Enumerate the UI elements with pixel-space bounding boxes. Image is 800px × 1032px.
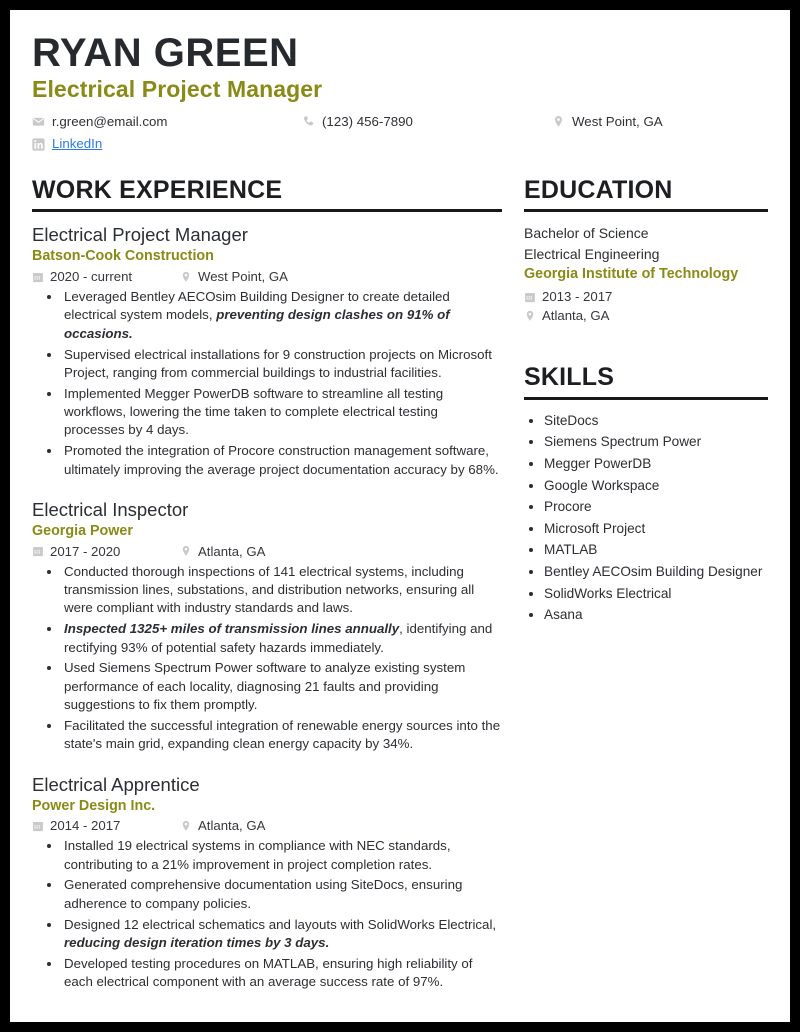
education-heading: EDUCATION <box>524 175 673 204</box>
calendar-icon <box>32 545 44 557</box>
skill-item: • SiteDocs <box>544 411 768 431</box>
work-bullet: • Generated comprehensive documentation using SiteDocs, ensuring adherence to company policies. <box>62 876 502 913</box>
skill-item: • MATLAB <box>544 540 768 560</box>
work-meta <box>32 544 502 559</box>
skill-item: • Bentley AECOsim Building Designer <box>544 562 768 582</box>
work-bullet: • Developed testing procedures on MATLAB, ensuring high reliability of each electrical component with an average success rate of 97%. <box>62 955 502 992</box>
work-company: Power Design Inc. <box>32 797 156 814</box>
work-dates-text: 2020 - current <box>50 269 133 285</box>
education-dates <box>524 287 768 307</box>
skill-item: • Megger PowerDB <box>544 454 768 474</box>
work-meta <box>32 818 502 833</box>
education-entry <box>524 223 768 326</box>
work-company: Georgia Power <box>32 523 133 540</box>
work-entry <box>32 223 502 479</box>
work-role: Electrical Apprentice <box>32 773 200 795</box>
phone-icon <box>302 115 315 128</box>
right-column <box>524 177 768 627</box>
contact-linkedin[interactable] <box>32 136 302 153</box>
candidate-job-title: Electrical Project Manager <box>32 76 323 102</box>
work-location <box>180 818 265 833</box>
bullet-emphasis: preventing design clashes on 91% of occasions. <box>64 307 450 341</box>
skills-list <box>524 411 768 626</box>
contact-email <box>32 114 302 131</box>
work-bullet: • Implemented Megger PowerDB software to streamline all testing workflows, lowering the time taken to complete electrical testing processes by 4 days. <box>62 385 502 440</box>
education-dates-text: 2013 - 2017 <box>542 288 613 304</box>
work-meta <box>32 269 502 284</box>
education-location-text: Atlanta, GA <box>542 308 610 324</box>
work-dates <box>32 544 180 559</box>
work-entry <box>32 773 502 992</box>
resume-page <box>10 10 790 1022</box>
work-entry <box>32 498 502 754</box>
education-school: Georgia Institute of Technology <box>524 265 739 282</box>
work-bullet: • Promoted the integration of Procore construction management software, ultimately improving the average project documentation accuracy by 68%. <box>62 442 502 479</box>
work-location-text: Atlanta, GA <box>198 543 266 559</box>
work-company: Batson-Cook Construction <box>32 248 214 265</box>
work-location <box>180 544 265 559</box>
resume-header <box>32 32 768 153</box>
calendar-icon <box>32 820 44 832</box>
skill-item: • Procore <box>544 497 768 517</box>
skill-item: • Asana <box>544 605 768 625</box>
work-experience-divider <box>32 209 502 212</box>
skill-item: • SolidWorks Electrical <box>544 584 768 604</box>
work-location <box>180 269 288 284</box>
candidate-name: RYAN GREEN <box>32 31 299 75</box>
work-experience-heading: WORK EXPERIENCE <box>32 175 283 204</box>
work-location-text: West Point, GA <box>198 269 288 285</box>
location-pin-icon <box>524 310 536 322</box>
work-dates-text: 2017 - 2020 <box>50 543 121 559</box>
education-location <box>524 306 768 326</box>
work-bullet-list <box>32 563 502 754</box>
contact-phone <box>302 114 552 131</box>
skills-heading: SKILLS <box>524 363 615 392</box>
work-dates-text: 2014 - 2017 <box>50 818 121 834</box>
contact-linkedin-link[interactable]: LinkedIn <box>52 136 103 152</box>
location-pin-icon <box>180 271 192 283</box>
skill-item: • Microsoft Project <box>544 519 768 539</box>
education-field: Electrical Engineering <box>524 245 660 262</box>
skills-section <box>524 364 768 625</box>
skill-item: • Siemens Spectrum Power <box>544 432 768 452</box>
work-bullet: • Leveraged Bentley AECOsim Building Designer to create detailed electrical system models, preventing design clashes on 91% of occasions. <box>62 288 502 343</box>
contact-location <box>552 114 768 131</box>
education-degree: Bachelor of Science <box>524 225 649 242</box>
resume-body <box>32 177 768 992</box>
contact-email-text: r.green@email.com <box>52 113 168 129</box>
location-pin-icon <box>180 820 192 832</box>
work-bullet-list <box>32 288 502 479</box>
work-bullet: • Inspected 1325+ miles of transmission lines annually, identifying and rectifying 93% of potential safety hazards immediately. <box>62 620 502 657</box>
work-bullet-list <box>32 837 502 991</box>
work-dates <box>32 818 180 833</box>
work-dates <box>32 269 180 284</box>
work-location-text: Atlanta, GA <box>198 818 266 834</box>
bullet-emphasis: Inspected 1325+ miles of transmission lines annually <box>64 621 400 637</box>
left-column <box>32 177 502 992</box>
work-bullet: • Designed 12 electrical schematics and layouts with SolidWorks Electrical, reducing design iteration times by 3 days. <box>62 916 502 953</box>
calendar-icon <box>524 291 536 303</box>
work-experience-list <box>32 223 502 991</box>
calendar-icon <box>32 271 44 283</box>
contact-location-text: West Point, GA <box>572 113 663 129</box>
education-divider <box>524 209 768 212</box>
contact-details <box>32 114 768 153</box>
work-bullet: • Supervised electrical installations for 9 construction projects on Microsoft Project, ranging from commercial buildings to industrial facilities. <box>62 346 502 383</box>
work-bullet: • Conducted thorough inspections of 141 electrical systems, including transmission lines, substations, and distribution networks, ensuring all were compliant with industry standards and laws. <box>62 563 502 618</box>
location-pin-icon <box>180 545 192 557</box>
bullet-emphasis: reducing design iteration times by 3 days. <box>64 935 330 951</box>
contact-phone-text: (123) 456-7890 <box>322 113 413 129</box>
envelope-icon <box>32 115 45 128</box>
work-bullet: • Installed 19 electrical systems in compliance with NEC standards, contributing to a 21% improvement in project completion rates. <box>62 837 502 874</box>
work-bullet: • Used Siemens Spectrum Power software to analyze existing system performance of each locality, diagnosing 21 faults and providing suggestions to fix them promptly. <box>62 659 502 714</box>
linkedin-icon <box>32 138 45 151</box>
skill-item: • Google Workspace <box>544 476 768 496</box>
location-pin-icon <box>552 115 565 128</box>
work-role: Electrical Project Manager <box>32 224 248 246</box>
work-role: Electrical Inspector <box>32 498 189 520</box>
skills-divider <box>524 397 768 400</box>
work-bullet: • Facilitated the successful integration of renewable energy sources into the state's main grid, expanding clean energy capacity by 34%. <box>62 717 502 754</box>
